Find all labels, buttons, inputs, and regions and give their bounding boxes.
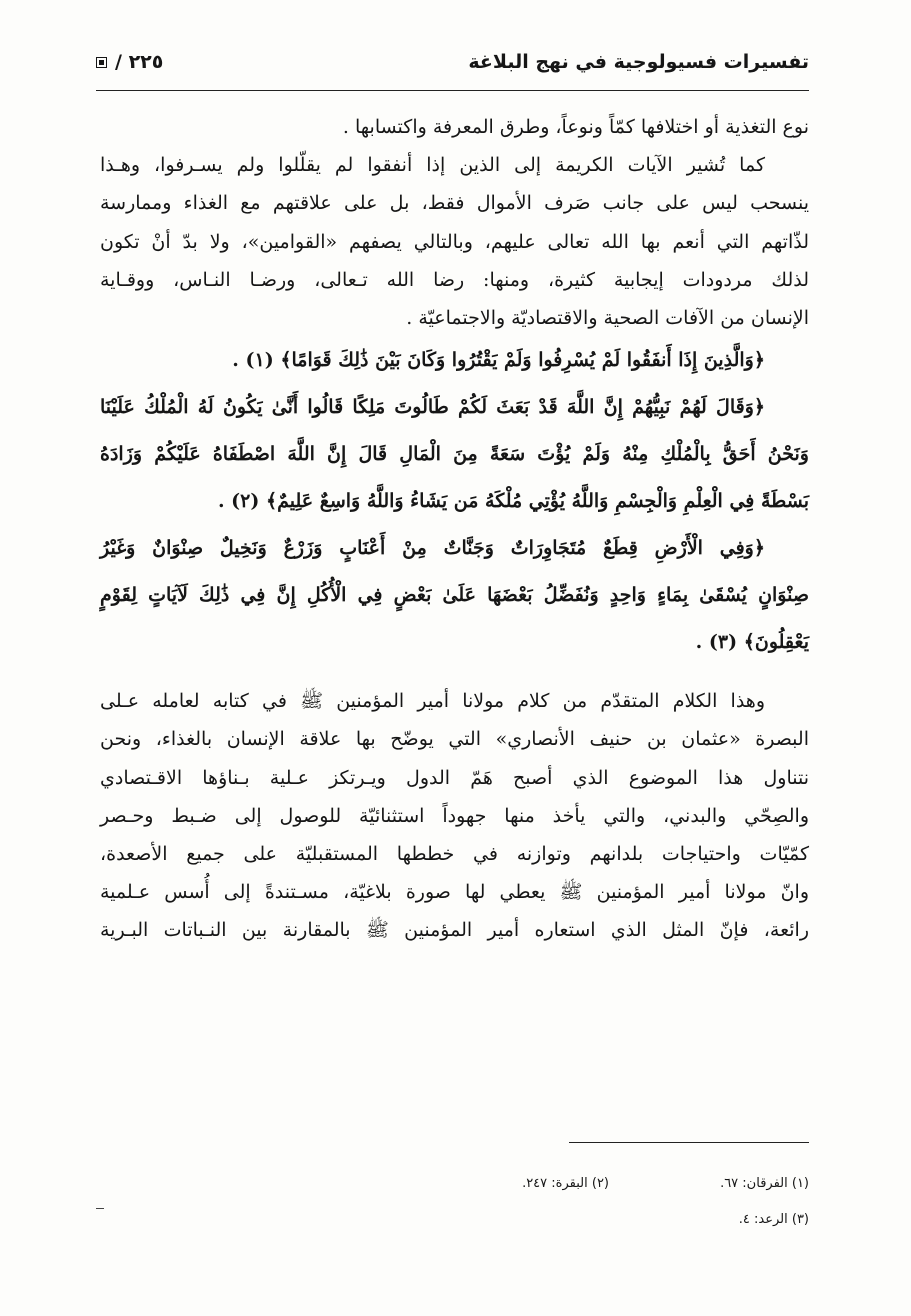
footnote-3: (٣) الرعد: ٤. xyxy=(738,1211,809,1227)
scan-mark xyxy=(96,1208,104,1209)
paragraph-line: نتناول هذا الموضوع الذي أصبح هَمّ الدول ويـرتكز عـلية بـناؤها الاقـتصادي xyxy=(100,766,809,789)
paragraph-line: كما تُشير الآيات الكريمة إلى الذين إذا أنفقوا لم يقلّلوا ولم يسـرفوا، وهـذا xyxy=(100,154,765,177)
footnote-row xyxy=(100,1165,809,1201)
quran-verse-line: وَنَحْنُ أَحَقُّ بِالْمُلْكِ مِنْهُ وَلَمْ يُؤْتَ سَعَةً مِنَ الْمَالِ قَالَ إِنَّ اللَّهَ اصْطَفَاهُ عَلَيْكُمْ وَزَادَهُ xyxy=(100,443,809,466)
paragraph-line: ينسحب ليس على جانب صَرف الأموال فقط، بل على علاقتهم مع الغذاء وممارسة xyxy=(100,192,809,215)
paragraph-line: نوع التغذية أو اختلافها كمّاً ونوعاً، وطرق المعرفة واكتسابها . xyxy=(342,116,809,138)
running-header xyxy=(96,42,809,82)
footnotes xyxy=(100,1165,809,1237)
paragraph-line: وهذا الكلام المتقدّم من كلام مولانا أمير المؤمنين ﷺ في كتابه لعامله عـلى xyxy=(100,690,765,713)
quran-verse-line: ﴿وَقَالَ لَهُمْ نَبِيُّهُمْ إِنَّ اللَّهَ قَدْ بَعَثَ لَكُمْ طَالُوتَ مَلِكًا قَالُوا أَنَّىٰ يَكُونُ لَهُ الْمُلْكُ عَلَيْنَا xyxy=(100,396,765,419)
paragraph-line: والصِحّي والبدني، والتي يأخذ منها جهوداً استثنائيّة للوصول إلى ضـبط وحـصر xyxy=(100,804,809,827)
footnote-2: (٢) البقرة: ٢٤٧. xyxy=(522,1175,609,1191)
quran-verse-line: صِنْوَانٍ يُسْقَىٰ بِمَاءٍ وَاحِدٍ وَنُفَضِّلُ بَعْضَهَا عَلَىٰ بَعْضٍ فِي الْأُكُلِ إِنَّ فِي ذَٰلِكَ لَآيَاتٍ لِقَوْمٍ xyxy=(100,584,809,607)
page-body xyxy=(100,108,809,950)
header-rule xyxy=(96,90,809,91)
quran-verse-line: بَسْطَةً فِي الْعِلْمِ وَالْجِسْمِ وَاللَّهُ يُؤْتِي مُلْكَهُ مَن يَشَاءُ وَاللَّهُ وَاسِعٌ عَلِيمٌ﴾ (٢) . xyxy=(217,490,809,513)
paragraph-line: رائعة، فإنّ المثل الذي استعاره أمير المؤمنين ﷺ بالمقارنة بين النـباتات البـرية xyxy=(100,919,809,942)
paragraph-gap xyxy=(100,666,809,682)
paragraph-line: لذّاتهم التي أنعم بها الله تعالى عليهم، وبالتالي يصفهم «القوامين»، ولا بدّ أنْ تكون xyxy=(100,230,809,253)
paragraph-line: البصرة «عثمان بن حنيف الأنصاري» التي يوضّح بها علاقة الإنسان بالغذاء، ونحن xyxy=(100,728,809,751)
footnote-rule xyxy=(569,1142,809,1143)
footnote-1: (١) الفرقان: ٦٧. xyxy=(720,1175,809,1191)
paragraph-line: وانّ مولانا أمير المؤمنين ﷺ يعطي لها صورة بلاغيّة، مسـتندةً إلى أُسس عـلمية xyxy=(100,881,809,904)
page-number: ٢٢٥ / xyxy=(115,51,164,73)
paragraph-line: كمّيّات واحتياجات بلدانهم وتوازنه في خططها المستقبليّة على جميع الأصعدة، xyxy=(100,843,809,866)
page-number-group xyxy=(96,51,163,73)
paragraph-line: لذلك مردودات إيجابية كثيرة، ومنها: رضا الله تـعالى، ورضـا النـاس، ووقـاية xyxy=(100,268,809,291)
page-ornament-icon xyxy=(96,57,107,68)
quran-verse-line: ﴿وَالَّذِينَ إِذَا أَنفَقُوا لَمْ يُسْرِفُوا وَلَمْ يَقْتُرُوا وَكَانَ بَيْنَ ذَٰلِكَ قَوَامًا﴾ (١) . xyxy=(232,349,765,372)
footnote-row xyxy=(100,1201,809,1237)
book-title: تفسيرات فسيولوجية في نهج البلاغة xyxy=(468,51,809,73)
quran-verse-line: ﴿وَفِي الْأَرْضِ قِطَعٌ مُتَجَاوِرَاتٌ وَجَنَّاتٌ مِنْ أَعْنَابٍ وَزَرْعٌ وَنَخِيلٌ صِنْوَانٌ وَغَيْرُ xyxy=(100,537,765,560)
quran-verse-line: يَعْقِلُونَ﴾ (٣) . xyxy=(695,631,809,654)
paragraph-line: الإنسان من الآفات الصحية والاقتصاديّة والاجتماعيّة . xyxy=(406,307,809,330)
